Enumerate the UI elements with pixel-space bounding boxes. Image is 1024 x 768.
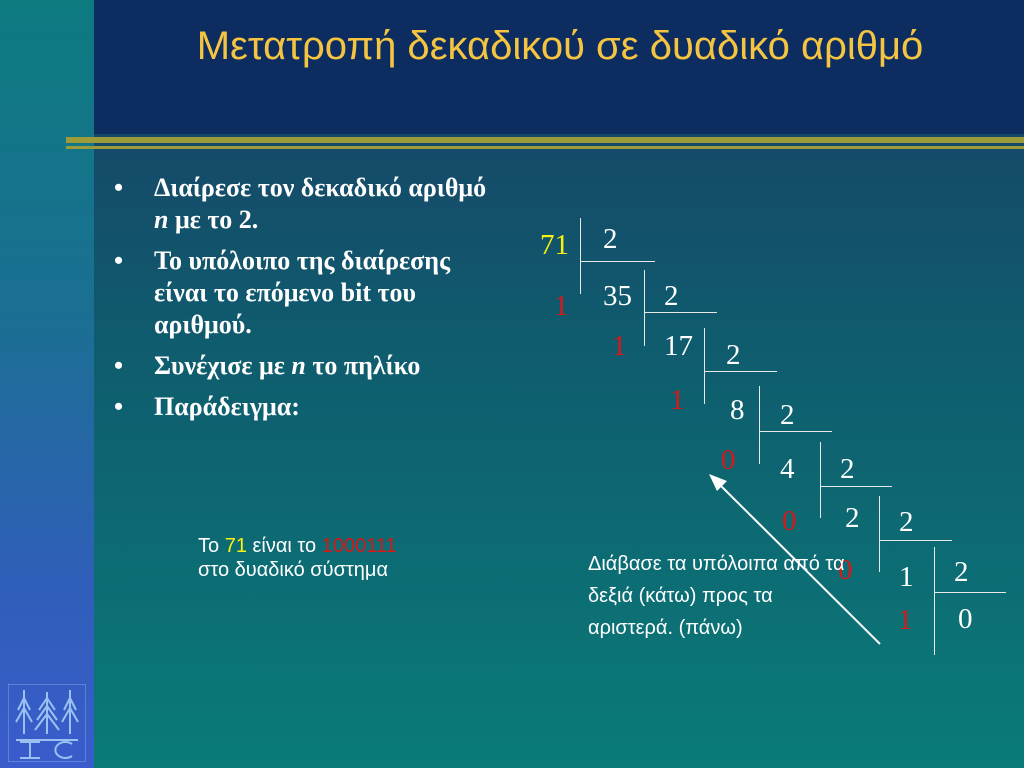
divisor-2: 2 <box>840 453 855 485</box>
university-tree-logo-icon <box>8 684 86 762</box>
remainder: 0 <box>721 444 736 476</box>
bullet-text-end: με το 2. <box>168 205 259 234</box>
remainder: 0 <box>838 554 853 586</box>
bullet-text: Παράδειγμα: <box>154 392 300 421</box>
dividend-2: 2 <box>845 502 860 534</box>
bullet-variable: n <box>291 351 306 380</box>
bullet-variable: n <box>154 205 169 234</box>
bullet-text: Συνέχισε με <box>154 351 292 380</box>
divisor-2: 2 <box>954 556 969 588</box>
dividend-71: 71 <box>540 229 569 261</box>
slide-title: Μετατροπή δεκαδικού σε δυαδικό αριθμό <box>196 24 924 68</box>
dividend-1: 1 <box>899 561 914 593</box>
dividend-8: 8 <box>730 394 745 426</box>
remainder: 0 <box>782 505 797 537</box>
dividend-35: 35 <box>603 280 632 312</box>
example-text: Το 71 είναι το 1000111 στο δυαδικό σύστημα <box>198 535 397 581</box>
divisor-2: 2 <box>603 223 618 255</box>
bullet-text-end: το πηλίκο <box>305 351 421 380</box>
divisor-2: 2 <box>780 399 795 431</box>
bullet-dot-icon: • <box>114 351 124 380</box>
bullet-text: Το υπόλοιπο της διαίρεσης είναι το επόμενο bit του αριθμού. <box>154 246 451 339</box>
quotient-0: 0 <box>958 603 973 635</box>
divisor-2: 2 <box>899 506 914 538</box>
bullet-text: Διαίρεσε τον δεκαδικό αριθμό <box>154 173 487 202</box>
divisor-2: 2 <box>664 280 679 312</box>
remainder: 1 <box>612 330 627 362</box>
dividend-17: 17 <box>664 330 693 362</box>
divisor-2: 2 <box>726 339 741 371</box>
bullet-dot-icon: • <box>114 173 124 202</box>
remainder: 1 <box>670 384 685 416</box>
example-binary: 1000111 <box>321 535 397 557</box>
dividend-4: 4 <box>780 453 795 485</box>
bullet-dot-icon: • <box>114 392 124 421</box>
bullet-dot-icon: • <box>114 246 124 275</box>
reading-note: Διάβασε τα υπόλοιπα από τα δεξιά (κάτω) προς τα αριστερά. (πάνω) <box>588 553 845 639</box>
remainder: 1 <box>554 290 569 322</box>
remainder: 1 <box>898 604 913 636</box>
example-decimal: 71 <box>224 535 247 557</box>
